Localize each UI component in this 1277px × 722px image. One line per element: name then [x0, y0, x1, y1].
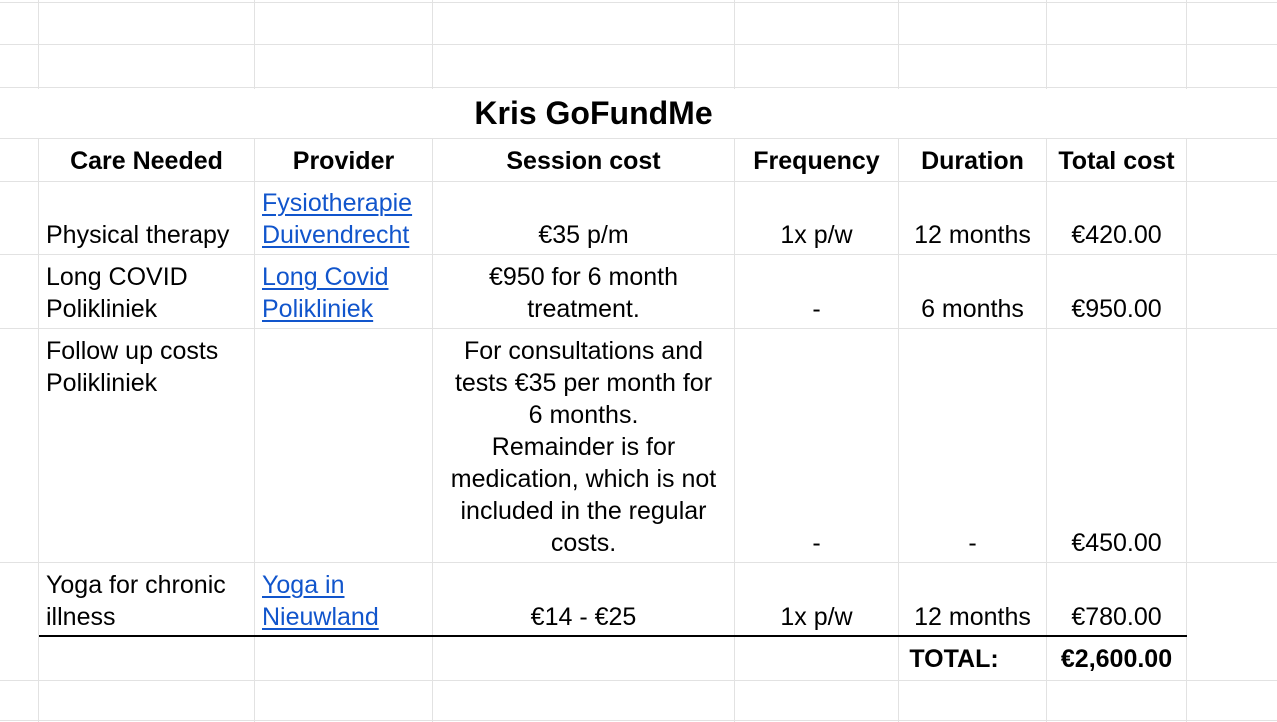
- header-care-needed[interactable]: Care Needed: [70, 147, 223, 175]
- session-cost-text: costs.: [550, 529, 617, 557]
- session-cost-cell[interactable]: [433, 335, 734, 559]
- provider-link[interactable]: Long Covid: [262, 263, 389, 291]
- row-divider: [0, 328, 1277, 329]
- duration-cell[interactable]: -: [968, 529, 977, 557]
- row-divider: [0, 181, 1277, 182]
- row-divider: [0, 254, 1277, 255]
- session-cost-text: For consultations and: [463, 337, 704, 365]
- session-cost-text: €950 for 6 month: [488, 263, 678, 291]
- duration-cell[interactable]: 12 months: [914, 221, 1031, 249]
- session-cost-cell[interactable]: [433, 219, 734, 251]
- session-cost-text: medication, which is not: [450, 465, 717, 493]
- total-cost-cell[interactable]: €420.00: [1071, 221, 1162, 249]
- total-cost-cell[interactable]: €780.00: [1071, 603, 1162, 631]
- session-cost-text: tests €35 per month for: [454, 369, 713, 397]
- care-needed-cell[interactable]: [39, 261, 254, 325]
- provider-link[interactable]: Nieuwland: [262, 603, 379, 631]
- care-needed-text: Polikliniek: [46, 295, 158, 323]
- duration-cell[interactable]: 6 months: [921, 295, 1024, 323]
- session-cost-text: €14 - €25: [530, 603, 637, 631]
- sheet-title: Kris GoFundMe: [474, 95, 713, 131]
- session-cost-cell[interactable]: [433, 601, 734, 633]
- provider-link[interactable]: Polikliniek: [262, 295, 374, 323]
- total-value[interactable]: €2,600.00: [1060, 645, 1173, 673]
- provider-link[interactable]: Yoga in: [262, 571, 345, 599]
- row-divider: [0, 44, 1277, 45]
- care-needed-text: Polikliniek: [46, 369, 158, 397]
- care-needed-cell[interactable]: [39, 569, 254, 633]
- care-needed-text: Yoga for chronic: [46, 571, 226, 599]
- header-provider[interactable]: Provider: [292, 147, 395, 175]
- care-needed-cell[interactable]: [39, 335, 254, 399]
- care-needed-cell[interactable]: [39, 219, 254, 251]
- provider-link[interactable]: Fysiotherapie: [262, 189, 413, 217]
- duration-cell[interactable]: 12 months: [914, 603, 1031, 631]
- care-needed-text: illness: [46, 603, 116, 631]
- total-border: [39, 635, 1187, 637]
- provider-link[interactable]: Duivendrecht: [262, 221, 410, 249]
- session-cost-text: 6 months.: [528, 401, 639, 429]
- row-divider: [0, 87, 1277, 88]
- care-needed-text: Physical therapy: [46, 221, 230, 249]
- provider-cell[interactable]: [255, 261, 432, 325]
- session-cost-text: included in the regular: [460, 497, 707, 525]
- header-session-cost[interactable]: Session cost: [506, 147, 661, 175]
- provider-cell[interactable]: [255, 187, 432, 251]
- care-needed-text: Follow up costs: [46, 337, 219, 365]
- total-cost-cell[interactable]: €950.00: [1071, 295, 1162, 323]
- session-cost-cell[interactable]: [433, 261, 734, 325]
- row-divider: [0, 680, 1277, 681]
- care-needed-text: Long COVID: [46, 263, 188, 291]
- session-cost-text: treatment.: [527, 295, 640, 323]
- frequency-cell[interactable]: 1x p/w: [780, 603, 853, 631]
- frequency-cell[interactable]: 1x p/w: [780, 221, 853, 249]
- total-cost-cell[interactable]: €450.00: [1071, 529, 1162, 557]
- row-divider: [0, 720, 1277, 721]
- header-total-cost[interactable]: Total cost: [1058, 147, 1175, 175]
- header-duration[interactable]: Duration: [921, 147, 1024, 175]
- header-frequency[interactable]: Frequency: [753, 147, 880, 175]
- session-cost-text: Remainder is for: [491, 433, 676, 461]
- session-cost-text: €35 p/m: [538, 221, 629, 249]
- frequency-cell[interactable]: -: [812, 295, 821, 323]
- frequency-cell[interactable]: -: [812, 529, 821, 557]
- provider-cell[interactable]: [255, 569, 432, 633]
- row-divider: [0, 562, 1277, 563]
- total-label[interactable]: TOTAL:: [909, 645, 999, 673]
- row-divider: [0, 138, 1277, 139]
- provider-cell[interactable]: [255, 335, 432, 560]
- row-divider: [0, 2, 1277, 3]
